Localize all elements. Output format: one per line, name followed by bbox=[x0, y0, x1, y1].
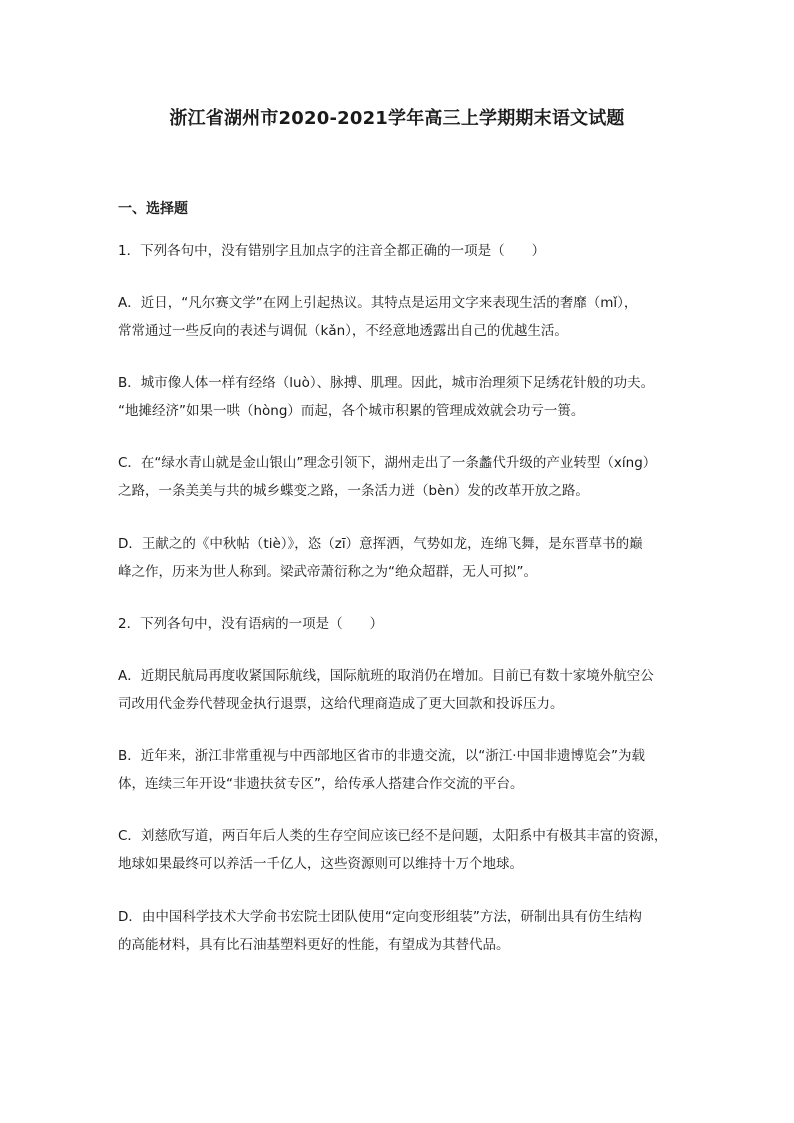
question-1-option-c-line-2: 之路，一条美美与共的城乡蝶变之路，一条活力迸（bèn）发的改革开放之路。 bbox=[118, 483, 589, 499]
question-1-option-a-line-2: 常常通过一些反向的表述与调侃（kǎn），不经意地透露出自己的优越生活。 bbox=[118, 323, 568, 339]
question-1-option-c-line-1: C．在“绿水青山就是金山银山”理念引领下，湖州走出了一条蠡代升级的产业转型（xíng） bbox=[118, 455, 657, 471]
page-title: 浙江省湖州市2020-2021学年高三上学期期末语文试题 bbox=[169, 108, 625, 129]
question-2-option-b-line-1: B．近年来，浙江非常重视与中西部地区省市的非遗交流，以“浙江·中国非遗博览会”为载 bbox=[118, 748, 646, 764]
question-1-option-d-line-1: D．王献之的《中秋帖（tiè）》，恣（zī）意挥洒，气势如龙，连绵飞舞，是东晋草书的巅 bbox=[118, 536, 643, 552]
question-1-option-d-line-2: 峰之作，历来为世人称到。梁武帝萧衍称之为“绝众超群，无人可拟”。 bbox=[118, 564, 537, 580]
question-2-option-c-line-2: 地球如果最终可以养活一千亿人，这些资源则可以维持十万个地球。 bbox=[118, 856, 523, 872]
question-1-option-b-line-1: B．城市像人体一样有经络（luò）、脉搏、肌理。因此，城市治理须下足绣花针般的功夫。 bbox=[118, 375, 655, 391]
question-2-option-d-line-2: 的高能材料，具有比石油基塑料更好的性能，有望成为其替代品。 bbox=[118, 937, 510, 953]
question-1-option-a-line-1: A．近日，“凡尔赛文学”在网上引起热议。其特点是运用文字来表现生活的奢靡（mǐ）， bbox=[118, 295, 638, 311]
question-2-option-b-line-2: 体，连续三年开设“非遗扶贫专区”，给传承人搭建合作交流的平台。 bbox=[118, 776, 524, 792]
question-2-stem: 2．下列各句中，没有语病的一项是（ ） bbox=[118, 616, 384, 632]
question-2-option-d-line-1: D．由中国科学技术大学俞书宏院士团队使用“定向变形组装”方法，研制出具有仿生结构 bbox=[118, 909, 642, 925]
question-2-option-a-line-2: 司改用代金券代替现金执行退票，这给代理商造成了更大回款和投诉压力。 bbox=[118, 696, 564, 712]
question-1-option-b-line-2: “地摊经济”如果一哄（hòng）而起，各个城市积累的管理成效就会功亏一篑。 bbox=[118, 403, 585, 419]
question-2-option-c-line-1: C．刘慈欣写道，两百年后人类的生存空间应该已经不是问题，太阳系中有极其丰富的资源， bbox=[118, 828, 668, 844]
question-2-option-a-line-1: A．近期民航局再度收紧国际航线，国际航班的取消仍在增加。目前已有数十家境外航空公 bbox=[118, 668, 654, 684]
question-1-stem: 1．下列各句中，没有错别字且加点字的注音全都正确的一项是（ ） bbox=[118, 243, 546, 259]
section-heading: 一、选择题 bbox=[118, 201, 188, 217]
